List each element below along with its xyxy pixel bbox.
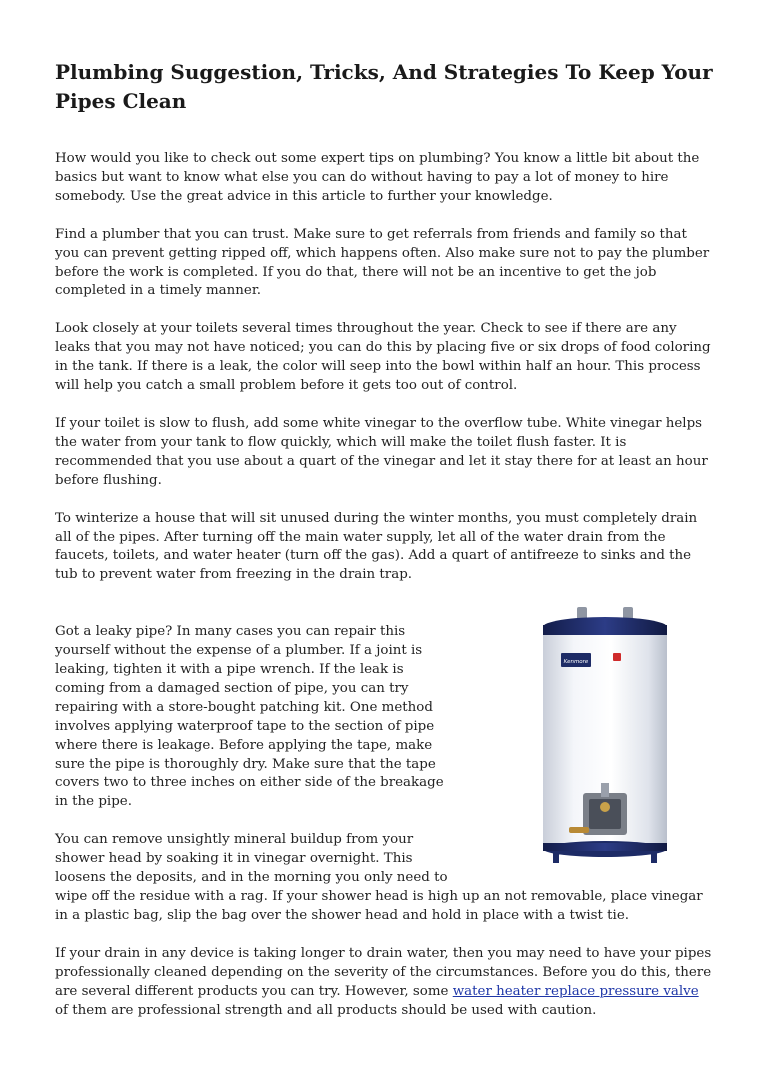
- paragraph-intro: How would you like to check out some expert tips on plumbing? You know a little bit about the basics but want to know what else you can do without having to pay a lot of money to hire somebody. Use the great advice in this article to further your knowledge.: [55, 151, 700, 204]
- paragraph-winterize: To winterize a house that will sit unused during the winter months, you must completely drain all of the pipes. After turning off the main water supply, let all of the water drain from the faucets, toilets, and water heater (turn off the gas). Add a quart of antifreeze to sinks and the tub to prevent water from freezing in the drain trap.: [55, 510, 698, 583]
- water-heater-image: [485, 603, 715, 871]
- paragraph-leaky-pipe: Got a leaky pipe? In many cases you can repair this yourself without the expense of a plumber. If a joint is leaking, tighten it with a pipe wrench. If the leak is coming from a damaged section of pipe, you can try repairing with a store-bought patching kit. One method involves applying waterproof tape to the section of pipe where there is leakage. Before applying the tape, make sure the pipe is thoroughly dry. Make sure that the tape covers two to three inches on either side of the breakage in the pipe.: [55, 624, 444, 810]
- svg-text:Kenmore: Kenmore: [563, 659, 589, 666]
- paragraph-shower-head: You can remove unsightly mineral buildup from your shower head by soaking it in vinegar overnight. This loosens the deposits, and in the morning you only need to wipe off the residue with a rag. If your shower head is high up an not removable, place vinegar in a plastic bag, slip the bag over the shower head and hold in place with a twist tie.: [55, 832, 703, 923]
- drain-text-after-link: of them are professional strength and all products should be used with caution.: [55, 1002, 597, 1018]
- paragraph-find-plumber: Find a plumber that you can trust. Make sure to get referrals from friends and family so that you can prevent getting ripped off, which happens often. Also make sure not to pay the plumber before the work is completed. If you do that, there will not be an incentive to get the job completed in a timely manner.: [55, 226, 710, 299]
- document-page: [55, 58, 715, 1020]
- water-heater-valve-link[interactable]: water heater replace pressure valve: [452, 983, 699, 999]
- paragraph-drain-cleaning: [55, 945, 715, 1021]
- paragraph-toilet-leaks: Look closely at your toilets several times throughout the year. Check to see if there are any leaks that you may not have noticed; you can do this by placing five or six drops of food coloring in the tank. If there is a leak, the color will seep into the bowl within half an hour. This process will help you catch a small problem before it gets too out of control.: [55, 321, 711, 394]
- article-title: Plumbing Suggestion, Tricks, And Strategies To Keep Your Pipes Clean: [55, 60, 713, 113]
- drain-text-before-link: If your drain in any device is taking longer to drain water, then you may need to have your pipes professionally cleaned depending on the severity of the circumstances. Before you do this, there are several different products you can try. However, some: [55, 945, 712, 999]
- paragraph-slow-flush: If your toilet is slow to flush, add some white vinegar to the overflow tube. White vinegar helps the water from your tank to flow quickly, which will make the toilet flush faster. It is recommended that you use about a quart of the vinegar and let it stay there for at least an hour before flushing.: [55, 415, 708, 488]
